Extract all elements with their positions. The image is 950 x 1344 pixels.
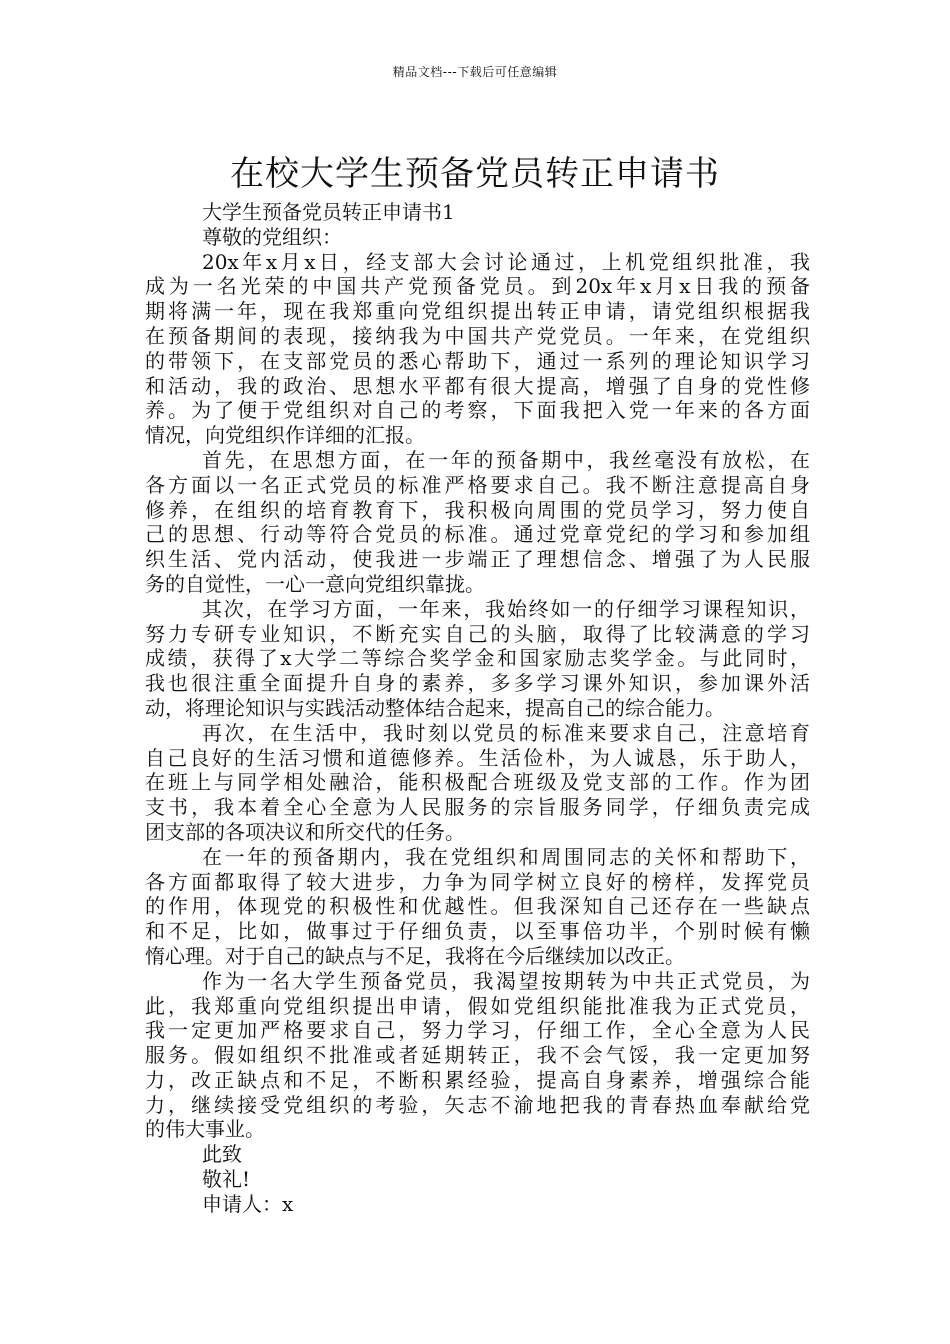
paragraph-4-line: 自己良好的生活习惯和道德修养。生活俭朴，为人诚恳，乐于助人， (145, 745, 810, 770)
paragraph-1-line: 成为一名光荣的中国共产党预备党员。到20x年x月x日我的预备 (145, 274, 810, 299)
paragraph-1-line: 期将满一年，现在我郑重向党组织提出转正申请，请党组织根据我 (145, 299, 810, 324)
paragraph-2-line: 首先，在思想方面，在一年的预备期中，我丝毫没有放松，在 (202, 447, 810, 472)
paragraph-1-line: 在预备期间的表现，接纳我为中国共产党党员。一年来，在党组织 (145, 323, 810, 348)
closing-line: 此致 (202, 1142, 242, 1167)
paragraph-6-line: 我一定更加严格要求自己，努力学习，仔细工作，全心全意为人民 (145, 1018, 810, 1043)
paragraph-6-line: 力，继续接受党组织的考验，矢志不渝地把我的青春热血奉献给党 (145, 1092, 810, 1117)
paragraph-5-line: 各方面都取得了较大进步，力争为同学树立良好的榜样，发挥党员 (145, 869, 810, 894)
paragraph-2-line: 修养，在组织的培育教育下，我积极向周围的党员学习，努力使自 (145, 497, 810, 522)
paragraph-2-line: 务的自觉性，一心一意向党组织靠拢。 (145, 571, 485, 596)
paragraph-1-line: 20x年x月x日，经支部大会讨论通过，上机党组织批准，我 (202, 249, 810, 274)
paragraph-4-line: 再次，在生活中，我时刻以党员的标准来要求自己，注意培育 (202, 720, 810, 745)
paragraph-3-line: 努力专研专业知识，不断充实自己的头脑，取得了比较满意的学习 (145, 621, 810, 646)
paragraph-3-line: 其次，在学习方面，一年来，我始终如一的仔细学习课程知识， (202, 596, 810, 621)
paragraph-6-line: 作为一名大学生预备党员，我渴望按期转为中共正式党员，为 (202, 968, 810, 993)
paragraph-2-line: 各方面以一名正式党员的标准严格要求自己。我不断注意提高自身 (145, 472, 810, 497)
paragraph-2-line: 织生活、党内活动，使我进一步端正了理想信念、增强了为人民服 (145, 547, 810, 572)
paragraph-4-line: 支书，我本着全心全意为人民服务的宗旨服务同学，仔细负责完成 (145, 795, 810, 820)
paragraph-4-line: 团支部的各项决议和所交代的任务。 (145, 819, 465, 844)
paragraph-1-line: 养。为了便于党组织对自己的考察，下面我把入党一年来的各方面 (145, 398, 810, 423)
paragraph-5-line: 和不足，比如，做事过于仔细负责，以至事倍功半，个别时候有懒 (145, 919, 810, 944)
paragraph-5-line: 惰心理。对于自己的缺点与不足，我将在今后继续加以改正。 (145, 943, 685, 968)
applicant-line: 申请人：x (202, 1191, 294, 1216)
paragraph-6-line: 力，改正缺点和不足，不断积累经验，提高自身素养，增强综合能 (145, 1067, 810, 1092)
salutation-line: 尊敬的党组织： (202, 224, 342, 249)
header-note: 精品文档---下载后可任意编辑 (392, 65, 558, 79)
paragraph-6-line: 此，我郑重向党组织提出申请，假如党组织能批准我为正式党员， (145, 993, 810, 1018)
paragraph-5-line: 的作用，体现党的积极性和优越性。但我深知自己还存在一些缺点 (145, 894, 810, 919)
paragraph-6-line: 服务。假如组织不批准或者延期转正，我不会气馁，我一定更加努 (145, 1043, 810, 1068)
document-title: 在校大学生预备党员转正申请书 (230, 153, 720, 194)
paragraph-1-line: 的带领下，在支部党员的悉心帮助下，通过一系列的理论知识学习 (145, 348, 810, 373)
paragraph-1-line: 情况，向党组织作详细的汇报。 (145, 423, 425, 448)
closing-line: 敬礼! (202, 1167, 251, 1192)
subtitle-line: 大学生预备党员转正申请书1 (202, 200, 455, 224)
paragraph-6-line: 的伟大事业。 (145, 1117, 265, 1142)
paragraph-5-line: 在一年的预备期内，我在党组织和周围同志的关怀和帮助下， (202, 844, 810, 869)
paragraph-1-line: 和活动，我的政治、思想水平都有很大提高，增强了自身的党性修 (145, 373, 810, 398)
paragraph-3-line: 我也很注重全面提升自身的素养，多多学习课外知识，参加课外活 (145, 671, 810, 696)
paragraph-3-line: 动，将理论知识与实践活动整体结合起来，提高自己的综合能力。 (145, 695, 725, 720)
paragraph-2-line: 己的思想、行动等符合党员的标准。通过党章党纪的学习和参加组 (145, 522, 810, 547)
paragraph-3-line: 成绩，获得了x大学二等综合奖学金和国家励志奖学金。与此同时， (145, 646, 810, 671)
document-body (145, 200, 810, 1217)
paragraph-4-line: 在班上与同学相处融洽，能积极配合班级及党支部的工作。作为团 (145, 770, 810, 795)
